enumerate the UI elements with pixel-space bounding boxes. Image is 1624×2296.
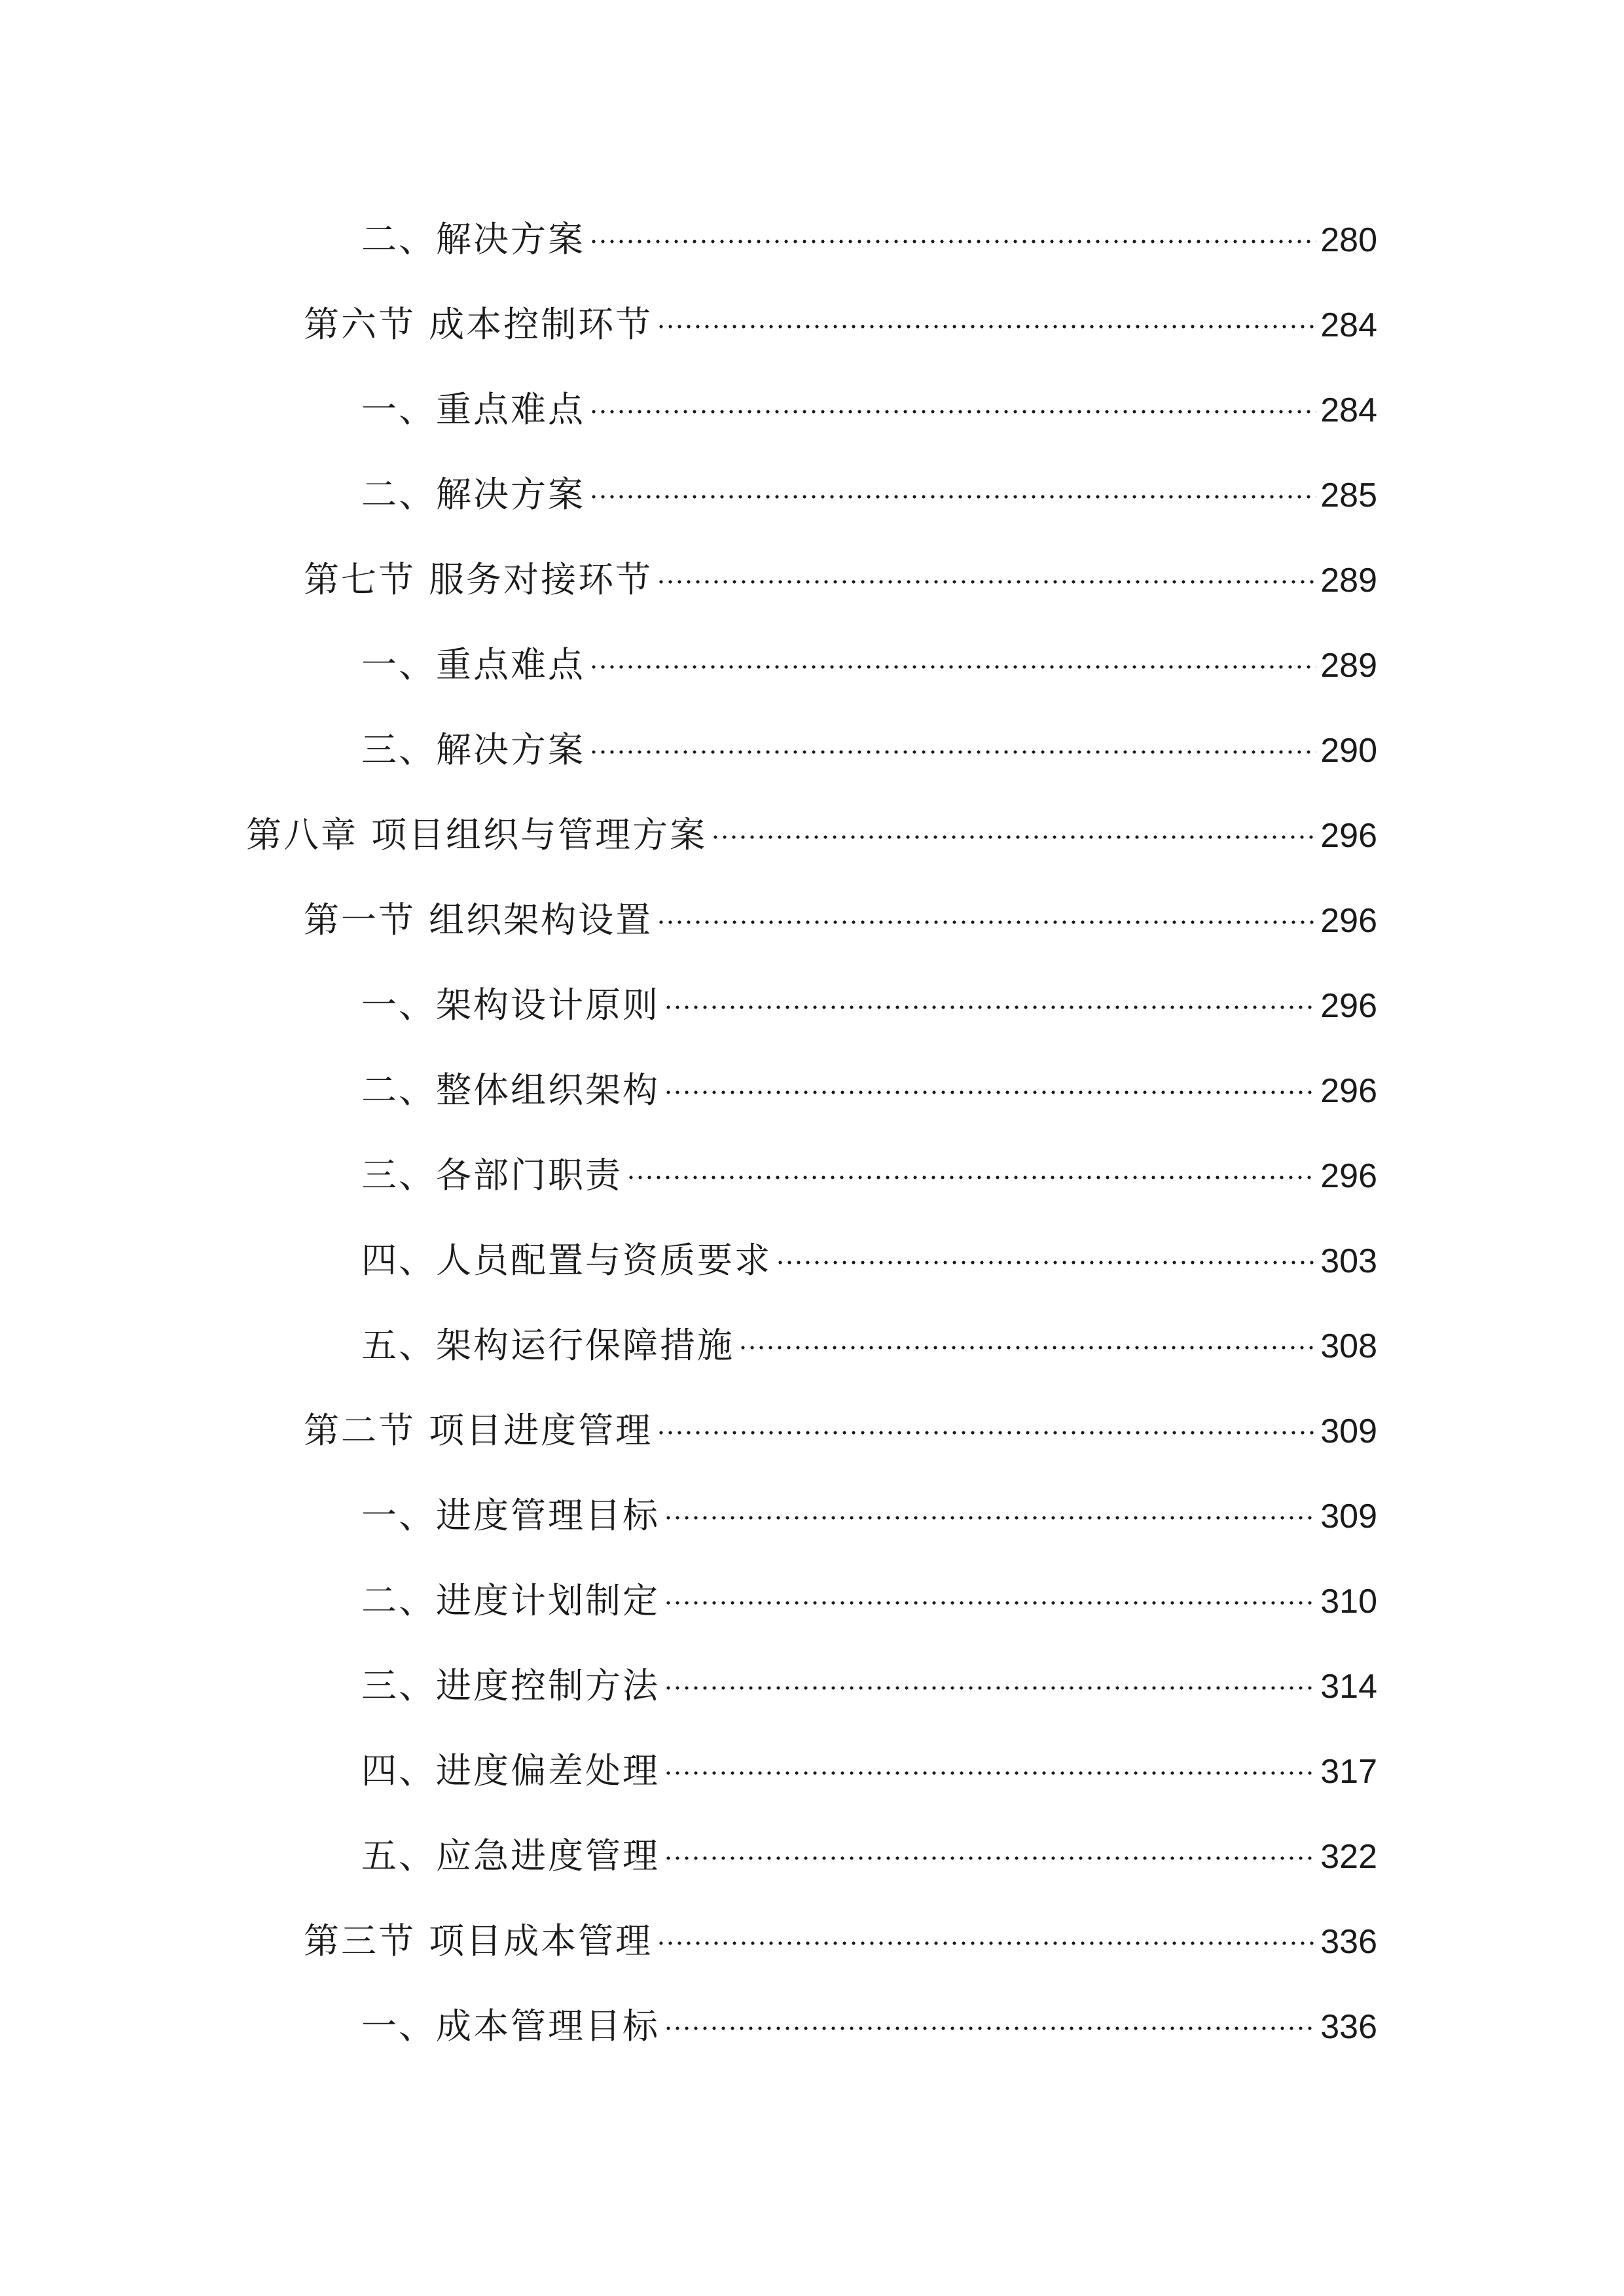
toc-entry[interactable] <box>361 374 1377 430</box>
toc-entry[interactable] <box>361 1055 1377 1111</box>
toc-entry-page-number: 289 <box>1320 562 1377 600</box>
toc-entry[interactable] <box>361 1480 1377 1536</box>
toc-entry[interactable] <box>361 459 1377 515</box>
dot-leader <box>657 885 1316 932</box>
toc-entry-label: 一、进度管理目标 <box>361 1495 660 1536</box>
dot-leader <box>711 800 1316 847</box>
toc-entry-page-number: 296 <box>1320 817 1377 855</box>
toc-entry-label: 四、进度偏差处理 <box>361 1750 660 1791</box>
toc-entry[interactable] <box>246 800 1377 855</box>
toc-entry-label: 第七节 服务对接环节 <box>304 559 653 600</box>
dot-leader <box>664 1991 1316 2038</box>
toc-entry-page-number: 290 <box>1320 732 1377 770</box>
toc-entry-page-number: 296 <box>1320 1072 1377 1110</box>
toc-entry-page-number: 314 <box>1320 1668 1377 1706</box>
toc-entry-label: 第三节 项目成本管理 <box>304 1920 653 1962</box>
toc-entry[interactable] <box>361 1140 1377 1196</box>
toc-entry-page-number: 336 <box>1320 1923 1377 1961</box>
toc-entry-label: 五、应急进度管理 <box>361 1835 660 1876</box>
toc-entry[interactable] <box>361 1736 1377 1791</box>
toc-entry[interactable] <box>304 545 1377 600</box>
toc-entry-label: 三、各部门职责 <box>361 1155 623 1196</box>
toc-entry-label: 三、解决方案 <box>361 729 585 770</box>
toc-entry[interactable] <box>304 289 1377 345</box>
toc-entry[interactable] <box>304 885 1377 941</box>
toc-entry-page-number: 296 <box>1320 902 1377 940</box>
toc-entry-label: 二、解决方案 <box>361 474 585 515</box>
toc-entry-label: 第六节 成本控制环节 <box>304 304 653 345</box>
toc-entry-page-number: 309 <box>1320 1412 1377 1450</box>
toc-entry-page-number: 280 <box>1320 221 1377 259</box>
dot-leader <box>589 459 1316 507</box>
dot-leader <box>664 1480 1316 1528</box>
dot-leader <box>657 545 1316 592</box>
toc-entry[interactable] <box>361 715 1377 770</box>
toc-entry-label: 二、整体组织架构 <box>361 1069 660 1111</box>
toc-entry-label: 二、解决方案 <box>361 219 585 260</box>
toc-entry-label: 四、人员配置与资质要求 <box>361 1240 772 1281</box>
toc-entry-page-number: 309 <box>1320 1498 1377 1535</box>
toc-entry-page-number: 284 <box>1320 306 1377 344</box>
toc-entry[interactable] <box>361 1225 1377 1281</box>
toc-entry-label: 一、成本管理目标 <box>361 2005 660 2047</box>
toc-entry[interactable] <box>361 970 1377 1026</box>
toc-entry-page-number: 296 <box>1320 987 1377 1025</box>
dot-leader <box>664 970 1316 1017</box>
toc-entry-label: 五、架构运行保障措施 <box>361 1325 734 1366</box>
toc-entry[interactable] <box>361 1310 1377 1366</box>
dot-leader <box>657 289 1316 336</box>
dot-leader <box>664 1651 1316 1698</box>
toc-entry[interactable] <box>304 1395 1377 1451</box>
dot-leader <box>589 715 1316 762</box>
toc-entry-label: 三、进度控制方法 <box>361 1665 660 1706</box>
dot-leader <box>657 1906 1316 1953</box>
toc-entry[interactable] <box>304 1906 1377 1962</box>
toc-entry-label: 一、重点难点 <box>361 644 585 685</box>
toc-entry-page-number: 296 <box>1320 1157 1377 1195</box>
toc-entry-page-number: 285 <box>1320 476 1377 514</box>
dot-leader <box>657 1395 1316 1443</box>
toc-entry-page-number: 310 <box>1320 1583 1377 1621</box>
toc-entry[interactable] <box>361 1566 1377 1621</box>
toc-entry-label: 第一节 组织架构设置 <box>304 899 653 941</box>
toc-entry-label: 第二节 项目进度管理 <box>304 1410 653 1451</box>
dot-leader <box>589 374 1316 422</box>
toc-entry-page-number: 322 <box>1320 1838 1377 1876</box>
dot-leader <box>664 1821 1316 1868</box>
toc-entry-label: 一、架构设计原则 <box>361 984 660 1026</box>
toc-entry[interactable] <box>361 630 1377 685</box>
toc-entry-page-number: 284 <box>1320 391 1377 429</box>
toc-entry-page-number: 308 <box>1320 1327 1377 1365</box>
dot-leader <box>626 1140 1316 1187</box>
dot-leader <box>664 1566 1316 1613</box>
toc-entry[interactable] <box>361 204 1377 260</box>
toc-entry[interactable] <box>361 1991 1377 2047</box>
dot-leader <box>738 1310 1316 1357</box>
toc-entry-page-number: 317 <box>1320 1753 1377 1791</box>
toc-entry-page-number: 289 <box>1320 647 1377 685</box>
toc-entry-label: 二、进度计划制定 <box>361 1580 660 1621</box>
toc-entry-page-number: 303 <box>1320 1242 1377 1280</box>
dot-leader <box>664 1055 1316 1102</box>
dot-leader <box>776 1225 1316 1272</box>
toc-entry-page-number: 336 <box>1320 2008 1377 2046</box>
toc-entry[interactable] <box>361 1821 1377 1876</box>
dot-leader <box>664 1736 1316 1783</box>
toc-entry-label: 一、重点难点 <box>361 389 585 430</box>
dot-leader <box>589 630 1316 677</box>
dot-leader <box>589 204 1316 251</box>
toc-entry[interactable] <box>361 1651 1377 1706</box>
toc-entry-label: 第八章 项目组织与管理方案 <box>246 814 708 855</box>
